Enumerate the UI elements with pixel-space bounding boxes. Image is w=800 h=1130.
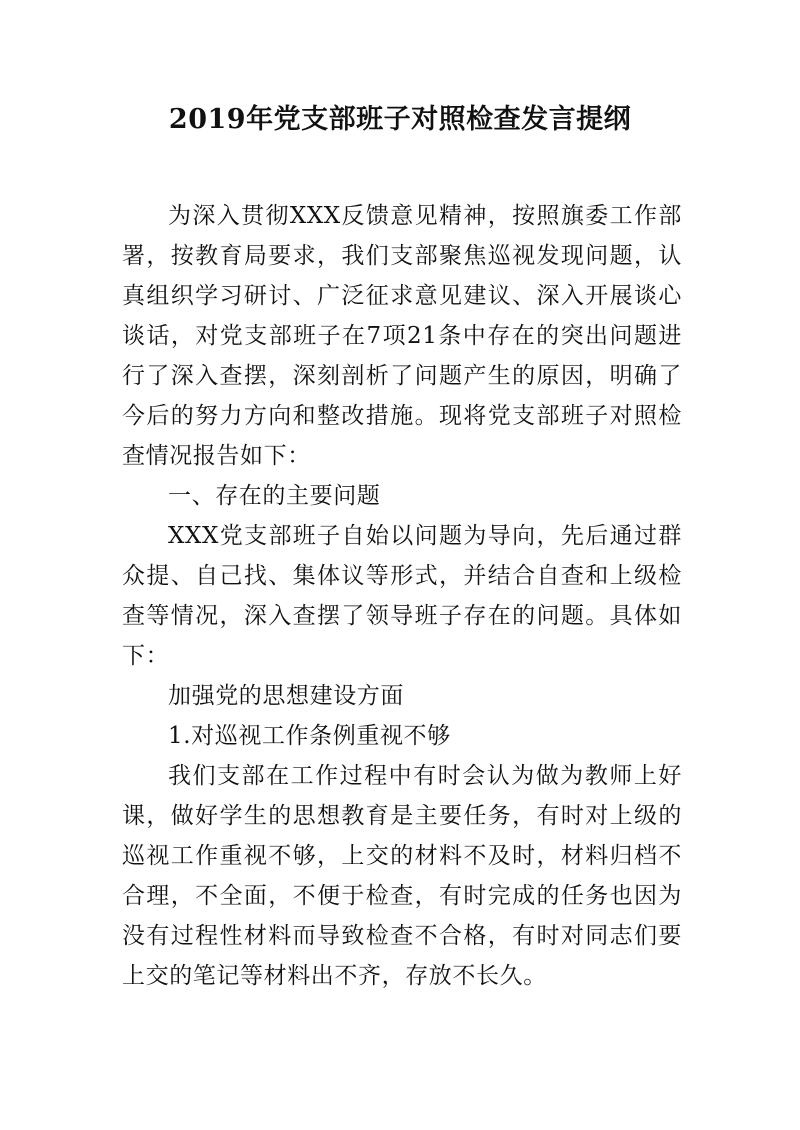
document-body [122,196,682,996]
section-heading-main-problems: 一、存在的主要问题 [168,483,381,509]
document-title: 2019年党支部班子对照检查发言提纲 [168,104,632,135]
problems-overview-paragraph: XXX党支部班子自始以问题为导向，先后通过群众提、自己找、集体议等形式，并结合自查和上级检查等情况，深入查摆了领导班子存在的问题。具体如下： [122,523,682,669]
item-1-paragraph: 我们支部在工作过程中有时会认为做为教师上好课，做好学生的思想教育是主要任务，有时对上级的巡视工作重视不够，上交的材料不及时，材料归档不合理，不全面，不便于检查，有时完成的任务也因为没有过程性材料而导致检查不合格，有时对同志们要上交的笔记等材料出不齐，存放不长久。 [122,763,682,989]
item-heading-1: 1.对巡视工作条例重视不够 [168,723,451,749]
intro-paragraph: 为深入贯彻XXX反馈意见精神，按照旗委工作部署，按教育局要求，我们支部聚焦巡视发现问题，认真组织学习研讨、广泛征求意见建议、深入开展谈心谈话，对党支部班子在7项21条中存在的突出问题进行了深入查摆，深刻剖析了问题产生的原因，明确了今后的努力方向和整改措施。现将党支部班子对照检查情况报告如下： [122,203,682,469]
subsection-heading-ideological-building: 加强党的思想建设方面 [168,683,404,709]
